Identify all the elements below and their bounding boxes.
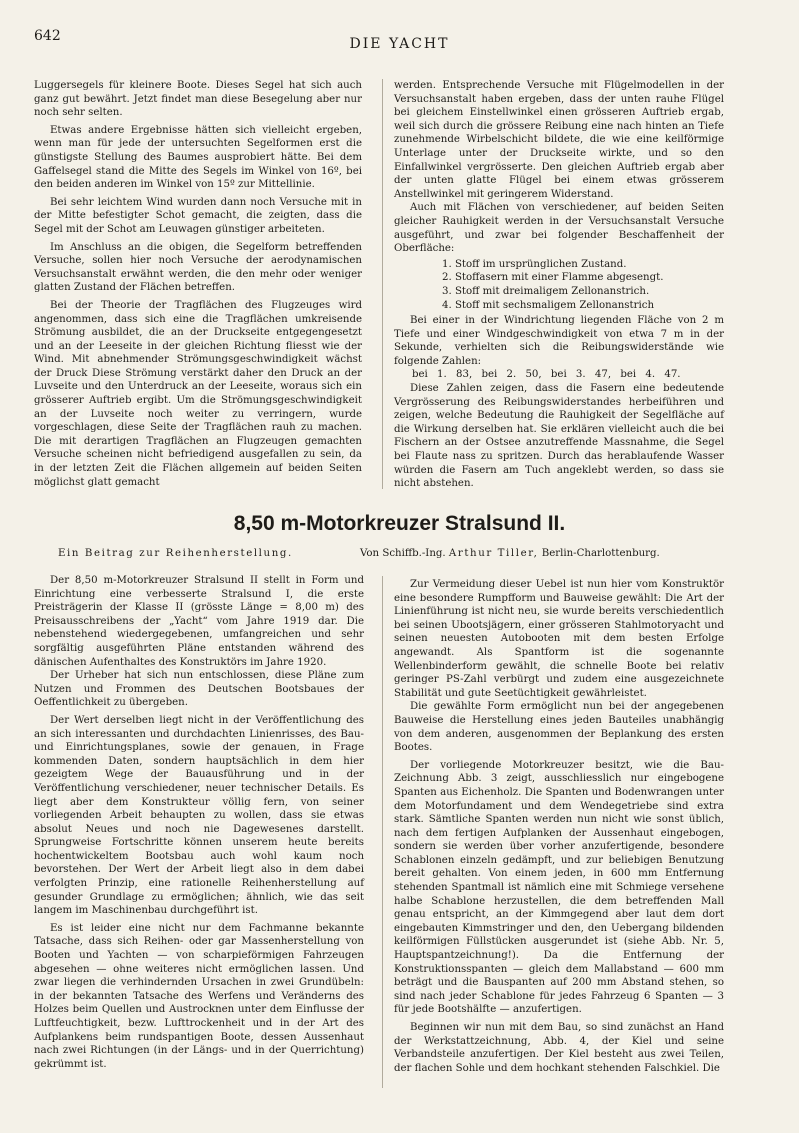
- column-divider: [382, 79, 383, 489]
- paragraph: Der Urheber hat sich nun entschlossen, diese Pläne zum Nutzen und Frommen des Deutschen Bootsbaues der Oeffentlichkeit zu übergeben.: [34, 670, 364, 709]
- bottom-right-column: [394, 578, 724, 1075]
- article-title: 8,50 m-Motorkreuzer Stralsund II.: [233, 512, 566, 535]
- paragraph: Bei der Theorie der Tragflächen des Flugzeuges wird angenommen, dass sich eine die Tragflächen umkreisende Strömung ausbildet, die an der Druckseite entgegengesetzt und an der Leeseite in der gleichen Richtung fliesst wie der Wind. Mit abnehmender Strömungsgeschwindigkeit wächst der Druck Diese Strömung verstärkt daher den Druck an der Luvseite und den Unterdruck an der Leeseite, woraus sich ein grösserer Auftrieb ergibt. Um die Strömungsgeschwindigkeit an der Luvseite noch weiter zu verringern, wurde vorgeschlagen, diese Seite der Tragflächen rauh zu machen. Die mit derartigen Tragflächen an Flugzeugen gemachten Versuche scheinen nicht befriedigend ausgefallen zu sein, da in der letzten Zeit die Flächen allgemein auf beiden Seiten möglichst glatt gemacht: [34, 299, 362, 488]
- paragraph: werden. Entsprechende Versuche mit Flügelmodellen in der Versuchsanstalt haben ergeben, dass der unten rauhe Flügel bei gleichem Einstellwinkel einen grösseren Auftrieb ergab, weil sich durch die grössere Reibung eine nach hinten an Tiefe zunehmende Wirbelschicht bildete, die wie eine keilförmige Unterlage unter der Druckseite wirkte, und so den Einfallwinkel vergrösserte. Den gleichen Auftrieb ergab aber der unten glatte Flügel bei einem etwas grösserem Anstellwinkel mit geringerem Widerstand.: [394, 80, 724, 200]
- paragraph: Auch mit Flächen von verschiedener, auf beiden Seiten gleicher Rauhigkeit werden in der Versuchsanstalt Versuche ausgeführt, und zwar bei folgender Beschaffenheit der Oberfläche:: [394, 202, 724, 255]
- surface-list: [442, 258, 724, 312]
- paragraph: Der Wert derselben liegt nicht in der Veröffentlichung des an sich interessanten und durchdachten Linienrisses, des Bau- und Einrichtungsplanes, sowie der genauen, in Frage kommenden Daten, sondern hauptsächlich in dem hier gezeigtem Wege der Bauausführung und in der Veröffentlichung verschiedener, neuer technischer Details. Es liegt aber dem Konstrukteur völlig fern, von seiner vorliegenden Arbeit behaupten zu wollen, dass sie etwas absolut Neues und noch nie Dagewesenes darstellt. Sprungweise Fortschritte können unserem heute bereits hochentwickeltem Bootsbau auch wohl kaum noch bevorstehen. Der Wert der Arbeit liegt also in dem dabei verfolgten Prinzip, eine rationelle Reihenherstellung auf gesunder Grundlage zu ermöglichen; ähnlich, wie das seit langem im Maschinenbau durchgeführt ist.: [34, 714, 364, 917]
- column-divider: [382, 576, 383, 1088]
- bottom-left-column: [34, 574, 364, 1071]
- top-right-column: [394, 79, 724, 491]
- paragraph: Zur Vermeidung dieser Uebel ist nun hier vom Konstruktör eine besondere Rumpfform und Bauweise gewählt: Die Art der Linienführung ist nicht neu, sie wurde bereits verschiedentlich bei seinen Ubootsjägern, einer grösseren Stahlmotoryacht und seinen neuesten Autobooten mit dem besten Erfolge angewandt. Als Spantform ist die sogenannte Wellenbinderform gewählt, die schnelle Boote bei relativ geringer PS-Zahl verbürgt und zudem eine ausgezeichnete Stabilität und gute Seetüchtigkeit gewährleistet.: [394, 579, 724, 699]
- byline-place: Berlin-Charlottenburg.: [541, 548, 660, 559]
- paragraph: Die gewählte Form ermöglicht nun bei der angegebenen Bauweise die Herstellung eines jeden Bauteiles unabhängig von dem anderen, ausgenommen der Beplankung des ersten Bootes.: [394, 701, 724, 754]
- paragraph: Bei einer in der Windrichtung liegenden Fläche von 2 m Tiefe und einer Windgeschwindigkeit von etwa 7 m in der Sekunde, verhielten sich die Reibungswiderstände wie folgende Zahlen:: [394, 315, 724, 367]
- top-left-column: [34, 79, 362, 489]
- paragraph: Bei sehr leichtem Wind wurden dann noch Versuche mit in der Mitte befestigter Schot gemacht, die zeigten, dass die Segel mit der Schot am Leuwagen günstiger arbeiteten.: [34, 196, 362, 235]
- paragraph: Im Anschluss an die obigen, die Segelform betreffenden Versuche, sollen hier noch Versuche der aerodynamischen Versuchsanstalt erwähnt werden, die den mehr oder weniger glatten Zustand der Flächen betreffen.: [34, 241, 362, 294]
- paragraph: Beginnen wir nun mit dem Bau, so sind zunächst an Hand der Werkstattzeichnung, Abb. 4, der Kiel und seine Verbandsteile anzufertigen. Der Kiel besteht aus zwei Teilen, der flachen Sohle und dem hochkant stehenden Falschkiel. Die: [394, 1022, 724, 1074]
- running-title: DIE YACHT: [349, 36, 450, 52]
- list-item: 1. Stoff im ursprünglichen Zustand.: [442, 258, 627, 270]
- article-subtitle: Ein Beitrag zur Reihenherstellung.: [58, 548, 293, 559]
- list-item: 4. Stoff mit sechsmaligem Zellonanstrich: [442, 299, 655, 311]
- list-item: 3. Stoff mit dreimaligem Zellonanstrich.: [442, 285, 650, 297]
- paragraph: Der 8,50 m-Motorkreuzer Stralsund II stellt in Form und Einrichtung eine verbesserte Stralsund I, die erste Preisträgerin der Klasse II (grösste Länge = 8,00 m) des Preisausschreibens der „Yacht“ vom Jahre 1919 dar. Die nebenstehend wiedergegebenen, umfangreichen und sehr sorgfältig ausgeführten Pläne entstanden während des dänischen Aufenthaltes des Konstruktörs im Jahre 1920.: [34, 575, 364, 668]
- byline-author: Arthur Tiller,: [448, 548, 539, 559]
- paragraph: Diese Zahlen zeigen, dass die Fasern eine bedeutende Vergrösserung des Reibungswiderstandes herbeiführen und zeigen, welche Bedeutung die Rauhigkeit der Segelfläche auf die Wirkung derselben hat. Sie erklären vielleicht auch die bei Fischern an der Ostsee anzutreffende Massnahme, die Segel bei Flaute nass zu spritzen. Durch das herablaufende Wasser würden die Fasern am Tuch angeklebt werden, so dass sie nicht abstehen.: [394, 383, 724, 490]
- paragraph: Etwas andere Ergebnisse hätten sich vielleicht ergeben, wenn man für jede der untersuchten Segelformen erst die günstigste Stellung des Baumes ausprobiert hätte. Bei dem Gaffelsegel stand die Mitte des Segels im Winkel von 16º, bei den beiden anderen im Winkel von 15º zur Mittellinie.: [34, 124, 362, 191]
- paragraph: Es ist leider eine nicht nur dem Fachmanne bekannte Tatsache, dass sich Reihen- oder gar Massenherstellung von Booten und Yachten — von scharpieförmigen Fahrzeugen abgesehen — ohne weiteres nicht ermöglichen lassen. Und zwar liegen die verhindernden Ursachen in zwei Grundübeln: in der bekannten Tatsache des Werfens und Veränderns des Holzes beim Quellen und Austrocknen unter dem Einflusse der Luftfeuchtigkeit, bezw. Lufttrockenheit und in der Art des Aufplankens beim rundspantigen Boote, dessen Aussenhaut nach zwei Richtungen (in der Längs- und in der Querrichtung) gekrümmt ist.: [34, 922, 364, 1070]
- friction-values: bei 1. 83, bei 2. 50, bei 3. 47, bei 4. 47.: [412, 369, 681, 381]
- list-item: 2. Stoffasern mit einer Flamme abgesengt.: [442, 272, 664, 284]
- paragraph: Luggersegels für kleinere Boote. Dieses Segel hat sich auch ganz gut bewährt. Jetzt findet man diese Besegelung aber nur noch sehr selten.: [34, 80, 362, 119]
- page-number: 642: [34, 28, 61, 44]
- byline-prefix: Von Schiffb.-Ing.: [360, 548, 446, 559]
- byline: [360, 548, 660, 559]
- paragraph: Der vorliegende Motorkreuzer besitzt, wie die Bau-Zeichnung Abb. 3 zeigt, ausschliesslich nur eingebogene Spanten aus Eichenholz. Die Spanten und Bodenwrangen unter dem Motorfundament und dem Wendegetriebe sind extra stark. Sämtliche Spanten werden nun nicht wie sonst üblich, nach dem fertigen Aufplanken der Aussenhaut eingebogen, sondern sie werden über vorher anzufertigende, besondere Schablonen einzeln gedämpft, und zur beliebigen Benutzung bereit gehalten. Von einem jeden, in 600 mm Entfernung stehenden Spantmall ist nämlich eine mit Schmiege versehene halbe Schablone herzustellen, die dem betreffenden Mall genau entspricht, an der Kimmgegend aber laut dem dort eingebauten Kimmstringer und den, den Uebergang bildenden keilförmigen Füllstücken ausgerundet ist (siehe Abb. Nr. 5, Hauptspantzeichnung!). Da die Entfernung der Konstruktionsspanten — gleich dem Mallabstand — 600 mm beträgt und die Bauspanten auf 200 mm Abstand stehen, so sind nach jeder Schablone für jedes Fahrzeug 6 Spanten — 3 für jede Bootshälfte — anzufertigen.: [394, 759, 724, 1016]
